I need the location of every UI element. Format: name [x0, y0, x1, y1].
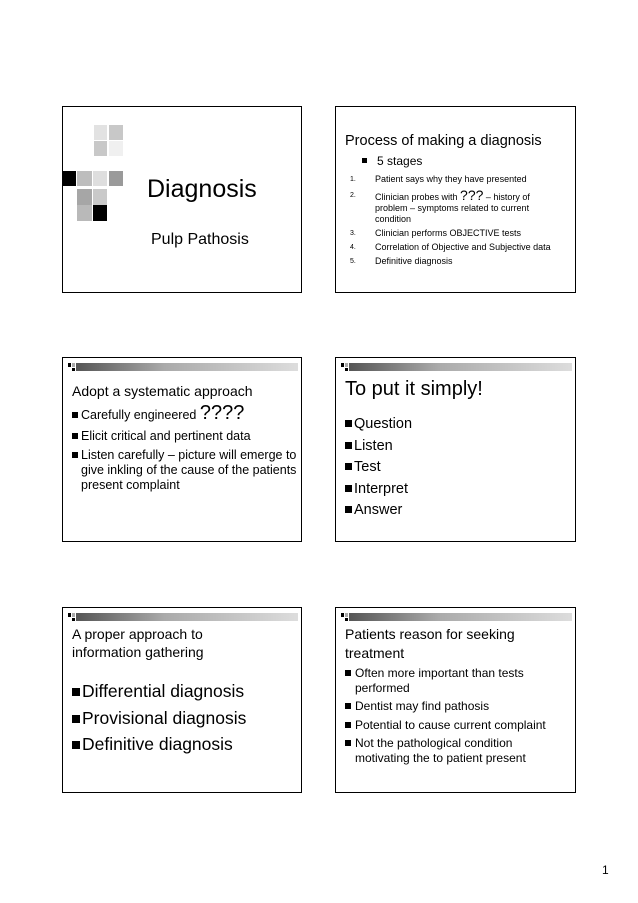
bullet-square-icon: [72, 741, 80, 749]
list-item: Listen carefully – picture will emerge to give inkling of the cause of the patients present complaint: [72, 448, 298, 493]
list-item: Definitive diagnosis: [72, 731, 300, 758]
step-item: 5. Definitive diagnosis: [350, 256, 453, 266]
bullet-square-icon: [72, 715, 80, 723]
list-item: Listen: [345, 436, 571, 458]
slide-1: [62, 106, 302, 293]
slide-6-title: Patients reason for seeking treatment: [345, 626, 515, 661]
slide-4-title: To put it simply!: [345, 378, 483, 400]
bullet-square-icon: [345, 703, 351, 709]
slide-5-list: [72, 678, 300, 758]
step-item: 4. Correlation of Objective and Subjective data: [350, 242, 551, 252]
slide-3-title: Adopt a systematic approach: [72, 383, 253, 399]
bullet-square-icon: [345, 670, 351, 676]
bullet-square-icon: [72, 433, 78, 439]
bullet-square-icon: [345, 442, 352, 449]
list-item: Interpret: [345, 479, 571, 501]
slide-2-title: Process of making a diagnosis: [345, 133, 542, 149]
bullet-square-icon: [345, 463, 352, 470]
slide-2: [335, 106, 576, 293]
step-item: 2. Clinician probes with ??? – history of problem – symptoms related to current condition: [350, 187, 530, 224]
slide-1-title: Diagnosis: [147, 175, 257, 203]
slide-5: [62, 607, 302, 793]
slide-3: [62, 357, 302, 542]
slide-2-steps: [347, 174, 561, 270]
bullet-square-icon: [72, 412, 78, 418]
list-item: Dentist may find pathosis: [345, 699, 555, 714]
bullet-square-icon: [345, 722, 351, 728]
slide-4: [335, 357, 576, 542]
list-item: Elicit critical and pertinent data: [72, 429, 298, 444]
list-item: Often more important than tests performed: [345, 666, 555, 695]
page-number: 1: [602, 863, 609, 877]
list-item: Differential diagnosis: [72, 678, 300, 705]
bullet-square-icon: [345, 506, 352, 513]
list-item: Answer: [345, 500, 571, 522]
bullet-square-icon: [345, 420, 352, 427]
slide-2-bullet: 5 stages: [362, 154, 422, 168]
slide-6-list: [345, 666, 555, 765]
bullet-square-icon: [345, 485, 352, 492]
slide-1-subtitle: Pulp Pathosis: [151, 231, 249, 248]
bullet-square-icon: [362, 158, 367, 163]
bullet-square-icon: [345, 740, 351, 746]
list-item: Provisional diagnosis: [72, 705, 300, 732]
slide-5-title: A proper approach to information gathering: [72, 626, 204, 660]
list-item: Question: [345, 414, 571, 436]
list-item: Test: [345, 457, 571, 479]
step-item: 3. Clinician performs OBJECTIVE tests: [350, 228, 522, 238]
bullet-square-icon: [72, 452, 78, 458]
list-item: Not the pathological condition motivating the to patient present: [345, 736, 555, 765]
list-item: Potential to cause current complaint: [345, 718, 555, 733]
step-item: 1. Patient says why they have presented: [350, 174, 527, 184]
slide-6: [335, 607, 576, 793]
bullet-square-icon: [72, 688, 80, 696]
slide-3-list: [72, 402, 298, 493]
slide-4-list: [345, 414, 571, 522]
list-item: Carefully engineered ????: [72, 406, 298, 423]
